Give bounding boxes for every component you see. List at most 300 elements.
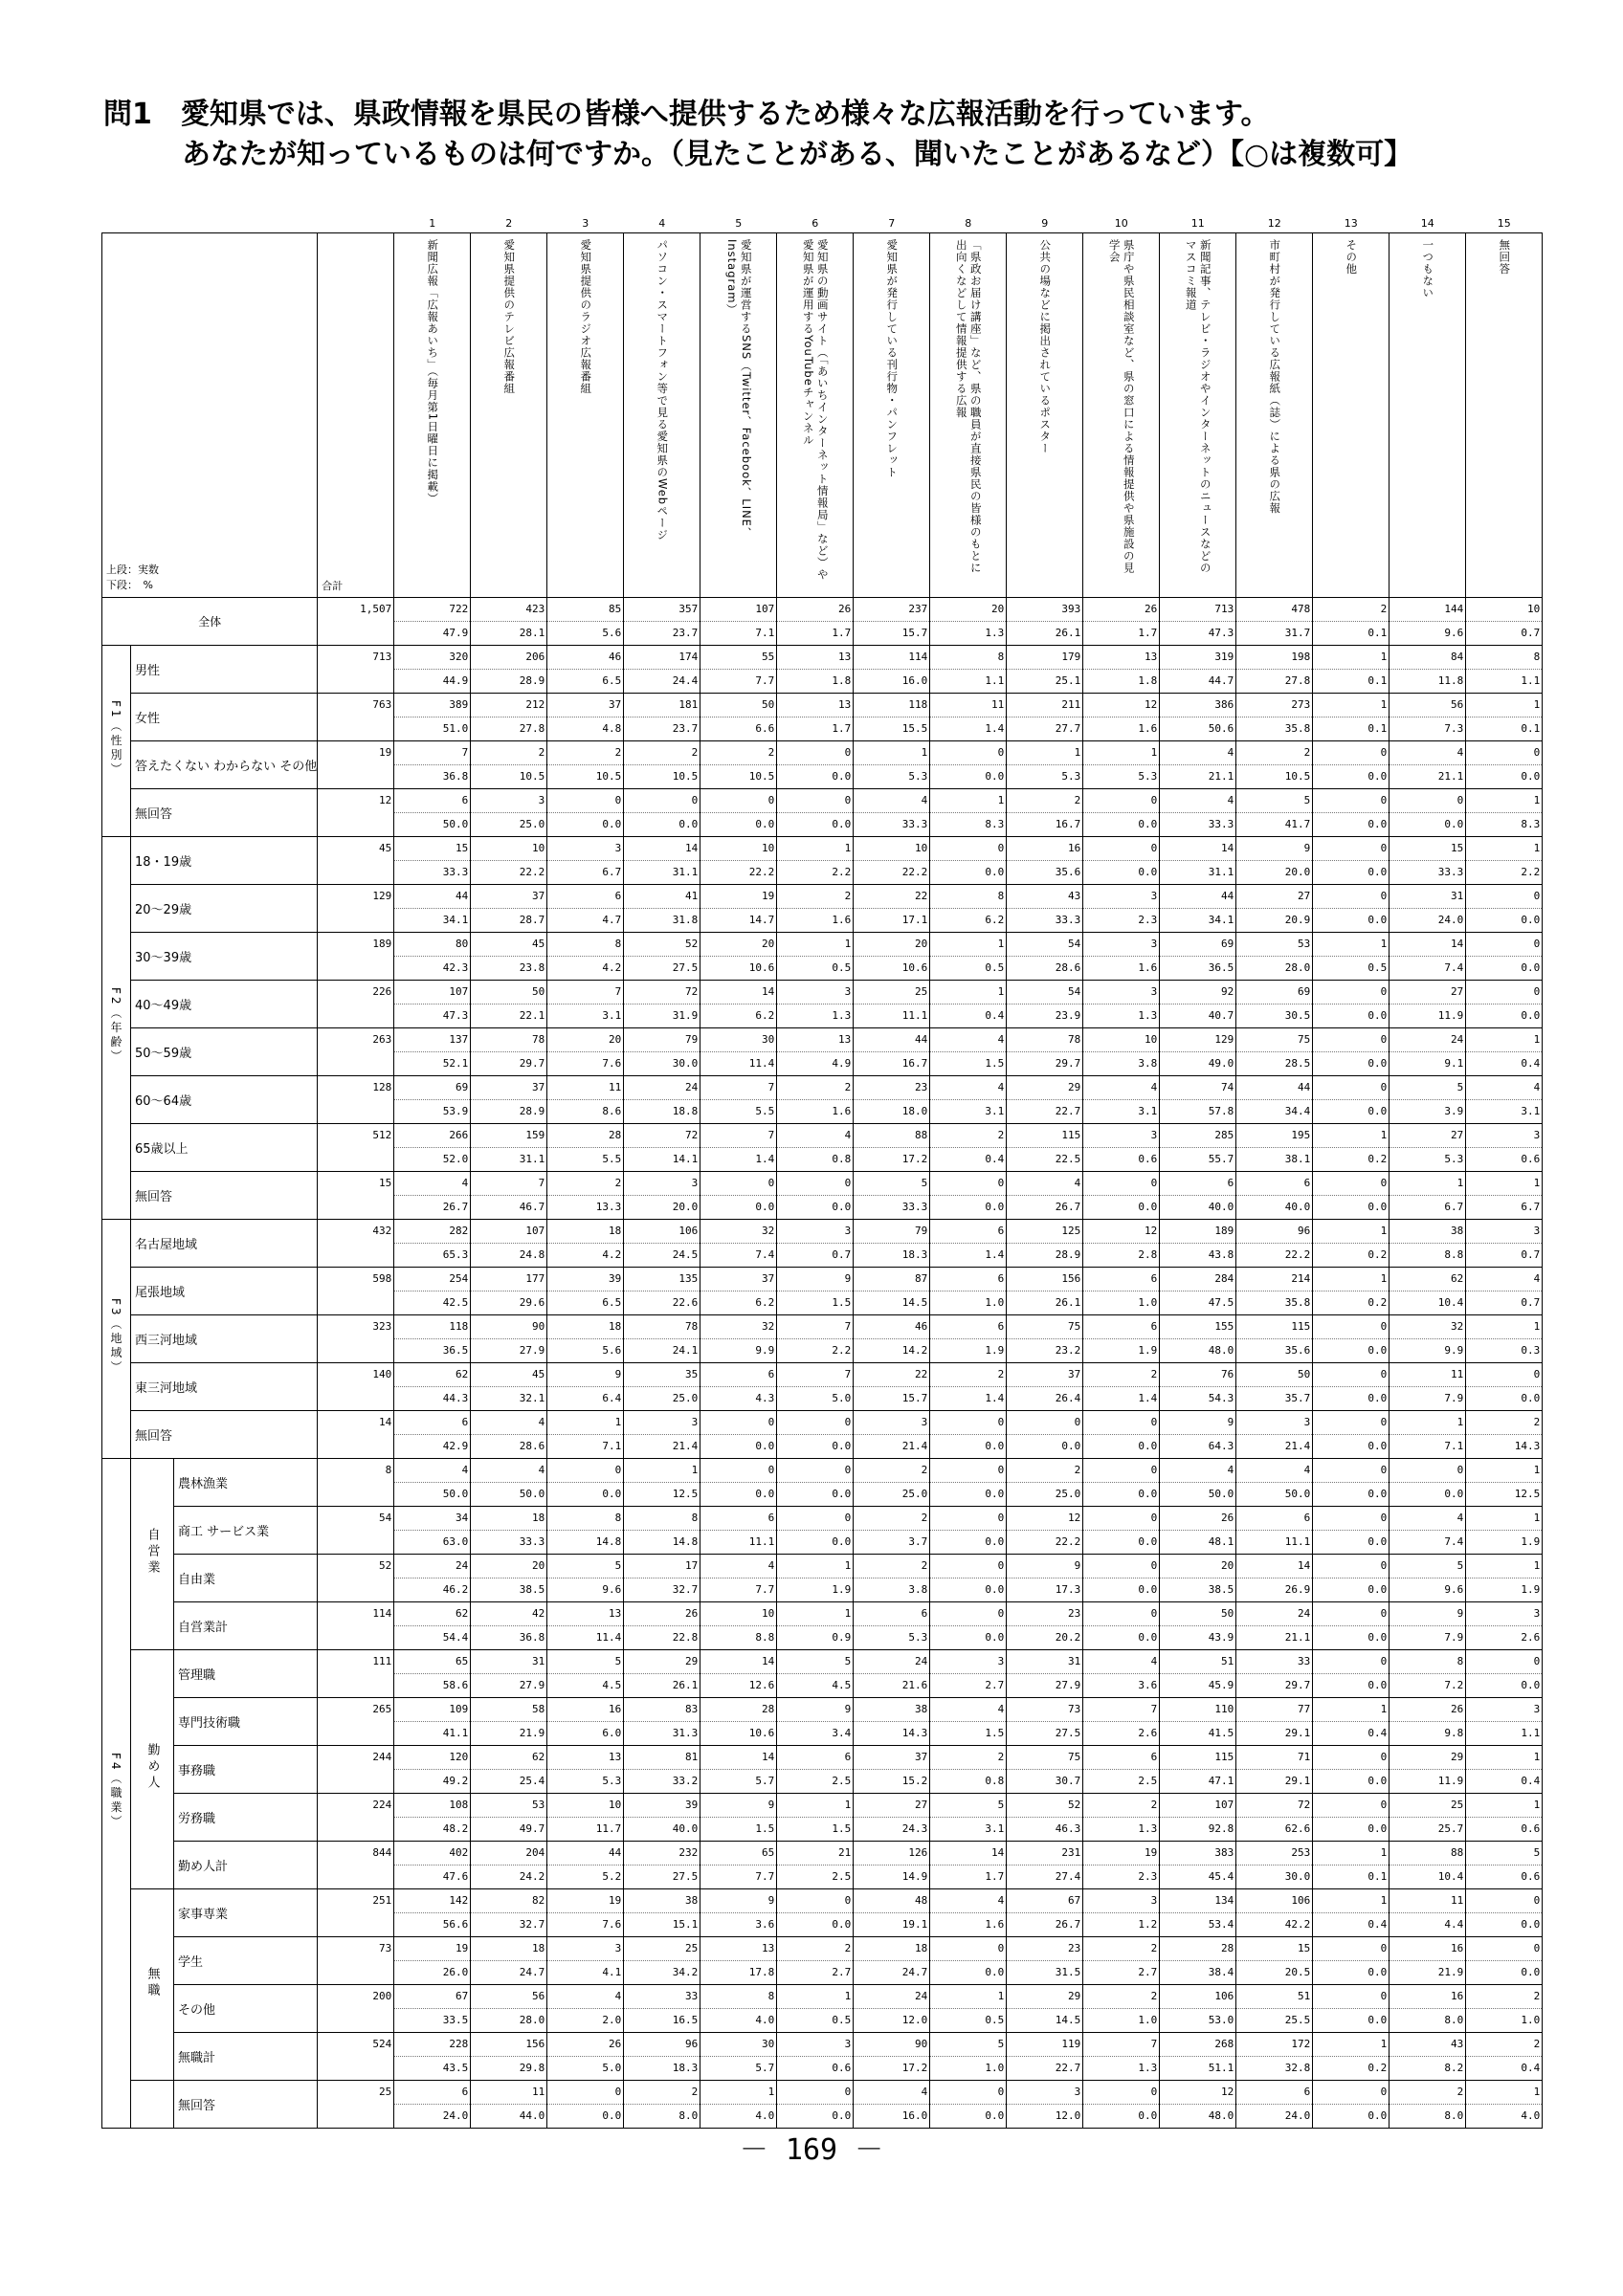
count-cell: 23 — [854, 1076, 930, 1100]
percent-cell: 44.3 — [394, 1387, 471, 1411]
percent-cell: 65.3 — [394, 1244, 471, 1268]
percent-cell: 25.1 — [1007, 670, 1083, 694]
count-cell: 3 — [854, 1411, 930, 1435]
count-cell: 44 — [394, 885, 471, 909]
count-cell: 75 — [1007, 1315, 1083, 1339]
count-cell: 65 — [700, 1842, 777, 1866]
count-cell: 0 — [1313, 1555, 1390, 1578]
percent-cell: 0.0 — [1466, 909, 1543, 933]
percent-cell: 64.3 — [1160, 1435, 1236, 1459]
column-number: 9 — [1041, 216, 1049, 230]
percent-cell: 2.7 — [1083, 1961, 1160, 1985]
count-cell: 7 — [777, 1363, 854, 1387]
percent-cell: 0.0 — [1313, 2105, 1390, 2129]
percent-cell: 27.8 — [1236, 670, 1313, 694]
percent-cell: 28.1 — [471, 622, 547, 646]
count-cell: 1 — [700, 2081, 777, 2105]
count-cell: 62 — [1390, 1268, 1466, 1292]
count-cell: 11 — [1390, 1889, 1466, 1913]
count-cell: 1 — [1390, 1411, 1466, 1435]
percent-cell: 0.0 — [1083, 1531, 1160, 1555]
percent-cell: 11.1 — [854, 1004, 930, 1028]
row-total: 432 — [318, 1220, 394, 1268]
count-cell: 67 — [1007, 1889, 1083, 1913]
percent-cell: 12.5 — [624, 1483, 700, 1507]
percent-cell: 1.9 — [930, 1339, 1007, 1363]
count-cell: 4 — [1466, 1076, 1543, 1100]
percent-cell: 33.3 — [854, 1196, 930, 1220]
count-cell: 31 — [1007, 1650, 1083, 1674]
count-cell: 5 — [930, 2033, 1007, 2057]
percent-cell: 22.2 — [1236, 1244, 1313, 1268]
percent-cell: 0.0 — [1313, 1961, 1390, 1985]
count-cell: 44 — [547, 1842, 624, 1866]
percent-cell: 14.1 — [624, 1148, 700, 1172]
count-cell: 2 — [624, 2081, 700, 2105]
column-number: 7 — [888, 216, 896, 230]
percent-cell: 0.8 — [777, 1148, 854, 1172]
percent-cell: 3.6 — [700, 1913, 777, 1937]
count-cell: 0 — [624, 789, 700, 813]
group-label — [102, 1220, 131, 1459]
percent-cell: 6.4 — [547, 1387, 624, 1411]
count-cell: 0 — [777, 1459, 854, 1483]
group-label — [102, 837, 131, 1220]
percent-cell: 50.6 — [1160, 718, 1236, 741]
count-cell: 115 — [1160, 1746, 1236, 1770]
percent-cell: 2.2 — [777, 861, 854, 885]
count-cell: 0 — [1313, 1028, 1390, 1052]
count-cell: 18 — [854, 1937, 930, 1961]
count-cell: 155 — [1160, 1315, 1236, 1339]
subgroup-label-text: 無職 — [145, 1966, 160, 1999]
count-cell: 13 — [777, 694, 854, 718]
percent-cell: 34.1 — [1160, 909, 1236, 933]
count-cell: 2 — [624, 741, 700, 765]
count-cell: 2 — [1390, 2081, 1466, 2105]
count-cell: 0 — [1313, 1746, 1390, 1770]
count-cell: 285 — [1160, 1124, 1236, 1148]
count-cell: 67 — [394, 1985, 471, 2009]
column-number: 1 — [429, 216, 436, 230]
count-cell: 0 — [1313, 1507, 1390, 1531]
row-total: 14 — [318, 1411, 394, 1459]
percent-cell: 22.2 — [1007, 1531, 1083, 1555]
count-cell: 120 — [394, 1746, 471, 1770]
percent-cell: 24.2 — [471, 1866, 547, 1889]
percent-cell: 21.4 — [624, 1435, 700, 1459]
percent-cell: 25.0 — [471, 813, 547, 837]
row-label: 学生 — [174, 1937, 318, 1985]
count-cell: 90 — [471, 1315, 547, 1339]
count-cell: 2 — [854, 1507, 930, 1531]
count-cell: 6 — [930, 1268, 1007, 1292]
percent-cell: 0.0 — [1313, 1435, 1390, 1459]
count-cell: 1 — [1313, 1124, 1390, 1148]
count-cell: 389 — [394, 694, 471, 718]
percent-cell: 0.4 — [1466, 1052, 1543, 1076]
header-corner — [102, 233, 318, 598]
percent-cell: 1.5 — [700, 1818, 777, 1842]
count-cell: 0 — [777, 1889, 854, 1913]
count-cell: 26 — [777, 598, 854, 622]
percent-cell: 31.1 — [624, 861, 700, 885]
percent-cell: 0.0 — [1313, 861, 1390, 885]
count-cell: 1 — [1390, 1172, 1466, 1196]
count-cell: 0 — [777, 2081, 854, 2105]
percent-cell: 0.0 — [1313, 909, 1390, 933]
count-cell: 1 — [1466, 1507, 1543, 1531]
subgroup-label-text: 自営業 — [145, 1528, 160, 1577]
count-cell: 88 — [1390, 1842, 1466, 1866]
row-label: 60〜64歳 — [131, 1076, 318, 1124]
percent-cell: 27.4 — [1007, 1866, 1083, 1889]
count-cell: 9 — [700, 1794, 777, 1818]
count-cell: 3 — [1083, 1889, 1160, 1913]
count-cell: 1 — [1313, 933, 1390, 957]
percent-cell: 1.4 — [1083, 1387, 1160, 1411]
percent-cell: 47.5 — [1160, 1292, 1236, 1315]
column-number: 8 — [965, 216, 972, 230]
count-cell: 27 — [1236, 885, 1313, 909]
count-cell: 11 — [1390, 1363, 1466, 1387]
column-header-label: 一つもない — [1421, 239, 1435, 299]
percent-cell: 33.3 — [471, 1531, 547, 1555]
percent-cell: 0.0 — [1313, 1004, 1390, 1028]
percent-cell: 34.1 — [394, 909, 471, 933]
percent-cell: 22.7 — [1007, 1100, 1083, 1124]
count-cell: 6 — [930, 1220, 1007, 1244]
count-cell: 74 — [1160, 1076, 1236, 1100]
percent-cell: 18.3 — [624, 2057, 700, 2081]
count-cell: 198 — [1236, 646, 1313, 670]
percent-cell: 2.2 — [777, 1339, 854, 1363]
count-cell: 1 — [624, 1459, 700, 1483]
count-cell: 6 — [1083, 1268, 1160, 1292]
question-line-2: あなたが知っているものは何ですか。（見たことがある、聞いたことがあるなど）【○は複数可】 — [182, 138, 1413, 171]
count-cell: 38 — [1390, 1220, 1466, 1244]
count-cell: 0 — [1466, 1650, 1543, 1674]
percent-cell: 4.2 — [547, 1244, 624, 1268]
count-cell: 0 — [1313, 1459, 1390, 1483]
count-cell: 14 — [1390, 933, 1466, 957]
count-cell: 4 — [930, 1028, 1007, 1052]
count-cell: 10 — [1083, 1028, 1160, 1052]
percent-cell: 22.8 — [624, 1626, 700, 1650]
count-cell: 85 — [547, 598, 624, 622]
column-number: 3 — [582, 216, 589, 230]
count-cell: 478 — [1236, 598, 1313, 622]
percent-cell: 16.7 — [854, 1052, 930, 1076]
count-cell: 0 — [700, 1411, 777, 1435]
percent-cell: 45.4 — [1160, 1866, 1236, 1889]
percent-cell: 7.9 — [1390, 1387, 1466, 1411]
row-total: 713 — [318, 646, 394, 694]
count-cell: 0 — [1466, 1363, 1543, 1387]
count-cell: 32 — [700, 1315, 777, 1339]
count-cell: 18 — [471, 1937, 547, 1961]
count-cell: 156 — [471, 2033, 547, 2057]
count-cell: 53 — [1236, 933, 1313, 957]
percent-cell: 15.7 — [854, 622, 930, 646]
percent-cell: 23.9 — [1007, 1004, 1083, 1028]
percent-cell: 34.4 — [1236, 1100, 1313, 1124]
percent-cell: 6.6 — [700, 718, 777, 741]
percent-cell: 21.9 — [471, 1722, 547, 1746]
count-cell: 4 — [1083, 1650, 1160, 1674]
column-header — [1160, 233, 1236, 598]
percent-cell: 26.7 — [1007, 1913, 1083, 1937]
percent-cell: 0.0 — [1083, 861, 1160, 885]
percent-cell: 3.8 — [1083, 1052, 1160, 1076]
column-number: 14 — [1420, 216, 1434, 230]
count-cell: 5 — [1466, 1842, 1543, 1866]
count-cell: 0 — [1313, 1363, 1390, 1387]
percent-cell: 7.6 — [547, 1052, 624, 1076]
row-total: 114 — [318, 1602, 394, 1650]
count-cell: 273 — [1236, 694, 1313, 718]
percent-cell: 0.0 — [1466, 765, 1543, 789]
percent-cell: 27.7 — [1007, 718, 1083, 741]
count-cell: 28 — [700, 1698, 777, 1722]
percent-cell: 38.5 — [471, 1578, 547, 1602]
percent-cell: 0.0 — [930, 1196, 1007, 1220]
percent-cell: 6.2 — [700, 1292, 777, 1315]
count-cell: 115 — [1236, 1315, 1313, 1339]
percent-cell: 1.8 — [1083, 670, 1160, 694]
count-cell: 212 — [471, 694, 547, 718]
percent-cell: 4.0 — [700, 2105, 777, 2129]
count-cell: 0 — [1466, 933, 1543, 957]
percent-cell: 1.4 — [930, 1244, 1007, 1268]
count-cell: 37 — [1007, 1363, 1083, 1387]
count-cell: 0 — [1083, 1507, 1160, 1531]
count-cell: 1 — [1466, 694, 1543, 718]
count-cell: 2 — [930, 1746, 1007, 1770]
subgroup-label — [131, 2081, 174, 2129]
percent-cell: 9.9 — [1390, 1339, 1466, 1363]
percent-cell: 25.7 — [1390, 1818, 1466, 1842]
count-cell: 30 — [700, 2033, 777, 2057]
percent-cell: 0.0 — [930, 1961, 1007, 1985]
count-cell: 1 — [1313, 1268, 1390, 1292]
row-total: 844 — [318, 1842, 394, 1889]
count-cell: 119 — [1007, 2033, 1083, 2057]
percent-cell: 30.0 — [624, 1052, 700, 1076]
count-cell: 0 — [930, 1459, 1007, 1483]
count-cell: 46 — [854, 1315, 930, 1339]
percent-cell: 28.7 — [471, 909, 547, 933]
percent-cell: 11.8 — [1390, 670, 1466, 694]
count-cell: 2 — [777, 885, 854, 909]
percent-cell: 36.5 — [1160, 957, 1236, 981]
percent-cell: 0.0 — [1083, 813, 1160, 837]
percent-cell: 1.9 — [1466, 1531, 1543, 1555]
count-cell: 2 — [471, 741, 547, 765]
count-cell: 5 — [1390, 1076, 1466, 1100]
count-cell: 11 — [547, 1076, 624, 1100]
percent-cell: 0.1 — [1313, 718, 1390, 741]
percent-cell: 24.7 — [854, 1961, 930, 1985]
percent-cell: 1.0 — [1083, 2009, 1160, 2033]
count-cell: 69 — [1236, 981, 1313, 1004]
crosstab-table — [101, 213, 1543, 2129]
percent-cell: 10.6 — [700, 1722, 777, 1746]
count-cell: 31 — [471, 1650, 547, 1674]
subgroup-label — [131, 1889, 174, 2081]
count-cell: 0 — [1313, 1650, 1390, 1674]
page-number: － 169 － — [739, 2133, 884, 2167]
row-label: 名古屋地域 — [131, 1220, 318, 1268]
percent-cell: 4.3 — [700, 1387, 777, 1411]
row-label: 20〜29歳 — [131, 885, 318, 933]
percent-cell: 14.8 — [547, 1531, 624, 1555]
percent-cell: 5.5 — [700, 1100, 777, 1124]
count-cell: 6 — [854, 1602, 930, 1626]
percent-cell: 2.7 — [777, 1961, 854, 1985]
count-cell: 137 — [394, 1028, 471, 1052]
count-cell: 37 — [471, 885, 547, 909]
percent-cell: 24.0 — [1236, 2105, 1313, 2129]
legend-bottom: 下段： % — [106, 579, 153, 591]
column-header — [777, 233, 854, 598]
count-cell: 8 — [624, 1507, 700, 1531]
percent-cell: 0.2 — [1313, 1292, 1390, 1315]
percent-cell: 17.2 — [854, 1148, 930, 1172]
count-cell: 2 — [777, 1937, 854, 1961]
count-cell: 62 — [471, 1746, 547, 1770]
count-cell: 19 — [1083, 1842, 1160, 1866]
count-cell: 0 — [930, 1555, 1007, 1578]
percent-cell: 1.3 — [930, 622, 1007, 646]
percent-cell: 12.0 — [854, 2009, 930, 2033]
percent-cell: 2.7 — [930, 1674, 1007, 1698]
count-cell: 211 — [1007, 694, 1083, 718]
percent-cell: 7.7 — [700, 1866, 777, 1889]
column-number: 4 — [658, 216, 666, 230]
count-cell: 0 — [1083, 1555, 1160, 1578]
percent-cell: 28.5 — [1236, 1052, 1313, 1076]
percent-cell: 1.1 — [1466, 1722, 1543, 1746]
count-cell: 2 — [700, 741, 777, 765]
count-cell: 108 — [394, 1794, 471, 1818]
percent-cell: 5.3 — [854, 765, 930, 789]
row-total: 15 — [318, 1172, 394, 1220]
count-cell: 3 — [471, 789, 547, 813]
subgroup-label — [131, 1650, 174, 1889]
percent-cell: 0.0 — [930, 765, 1007, 789]
percent-cell: 6.5 — [547, 670, 624, 694]
count-cell: 46 — [547, 646, 624, 670]
percent-cell: 15.7 — [854, 1387, 930, 1411]
percent-cell: 20.0 — [624, 1196, 700, 1220]
count-cell: 54 — [1007, 981, 1083, 1004]
percent-cell: 0.0 — [1313, 1818, 1390, 1842]
percent-cell: 0.0 — [1313, 1196, 1390, 1220]
percent-cell: 9.9 — [700, 1339, 777, 1363]
percent-cell: 50.0 — [471, 1483, 547, 1507]
count-cell: 62 — [394, 1363, 471, 1387]
percent-cell: 13.3 — [547, 1196, 624, 1220]
count-cell: 8 — [1390, 1650, 1466, 1674]
row-total: 111 — [318, 1650, 394, 1698]
count-cell: 32 — [700, 1220, 777, 1244]
count-cell: 26 — [547, 2033, 624, 2057]
count-cell: 26 — [624, 1602, 700, 1626]
count-cell: 12 — [1083, 694, 1160, 718]
count-cell: 174 — [624, 646, 700, 670]
count-cell: 0 — [1083, 2081, 1160, 2105]
column-header — [547, 233, 624, 598]
percent-cell: 12.0 — [1007, 2105, 1083, 2129]
count-cell: 1 — [777, 1794, 854, 1818]
percent-cell: 27.5 — [1007, 1722, 1083, 1746]
count-cell: 142 — [394, 1889, 471, 1913]
column-header — [1466, 233, 1543, 598]
percent-cell: 22.7 — [1007, 2057, 1083, 2081]
count-cell: 14 — [700, 981, 777, 1004]
percent-cell: 0.1 — [1313, 1866, 1390, 1889]
percent-cell: 4.4 — [1390, 1913, 1466, 1937]
count-cell: 7 — [777, 1315, 854, 1339]
count-cell: 4 — [854, 789, 930, 813]
count-cell: 14 — [930, 1842, 1007, 1866]
column-header-label: その他 — [1345, 239, 1359, 276]
percent-cell: 1.0 — [1466, 2009, 1543, 2033]
count-cell: 5 — [547, 1650, 624, 1674]
count-cell: 8 — [930, 646, 1007, 670]
count-cell: 0 — [1083, 837, 1160, 861]
percent-cell: 17.1 — [854, 909, 930, 933]
count-cell: 0 — [1083, 1602, 1160, 1626]
count-cell: 3 — [1083, 885, 1160, 909]
count-cell: 107 — [394, 981, 471, 1004]
count-cell: 9 — [777, 1698, 854, 1722]
count-cell: 22 — [854, 885, 930, 909]
percent-cell: 11.1 — [1236, 1531, 1313, 1555]
count-cell: 24 — [1390, 1028, 1466, 1052]
percent-cell: 1.8 — [777, 670, 854, 694]
count-cell: 78 — [1007, 1028, 1083, 1052]
percent-cell: 6.2 — [700, 1004, 777, 1028]
percent-cell: 29.1 — [1236, 1770, 1313, 1794]
percent-cell: 12.5 — [1466, 1483, 1543, 1507]
percent-cell: 7.7 — [700, 1578, 777, 1602]
row-total: 265 — [318, 1698, 394, 1746]
count-cell: 2 — [854, 1459, 930, 1483]
count-cell: 0 — [930, 1602, 1007, 1626]
percent-cell: 4.0 — [700, 2009, 777, 2033]
percent-cell: 8.0 — [1390, 2105, 1466, 2129]
percent-cell: 0.0 — [1466, 1004, 1543, 1028]
percent-cell: 0.0 — [777, 2105, 854, 2129]
column-header-label: 新聞記事、テレビ・ラジオやインターネットのニュースなどのマスコミ報道 — [1184, 239, 1212, 574]
percent-cell: 2.5 — [777, 1866, 854, 1889]
count-cell: 1 — [1466, 1555, 1543, 1578]
count-cell: 0 — [930, 1172, 1007, 1196]
percent-cell: 11.4 — [700, 1052, 777, 1076]
count-cell: 80 — [394, 933, 471, 957]
row-total: 8 — [318, 1459, 394, 1507]
column-header — [1007, 233, 1083, 598]
count-cell: 0 — [1083, 1411, 1160, 1435]
row-total: 226 — [318, 981, 394, 1028]
count-cell: 48 — [854, 1889, 930, 1913]
count-cell: 0 — [777, 1507, 854, 1531]
percent-cell: 14.3 — [1466, 1435, 1543, 1459]
count-cell: 3 — [930, 1650, 1007, 1674]
count-cell: 13 — [1083, 646, 1160, 670]
